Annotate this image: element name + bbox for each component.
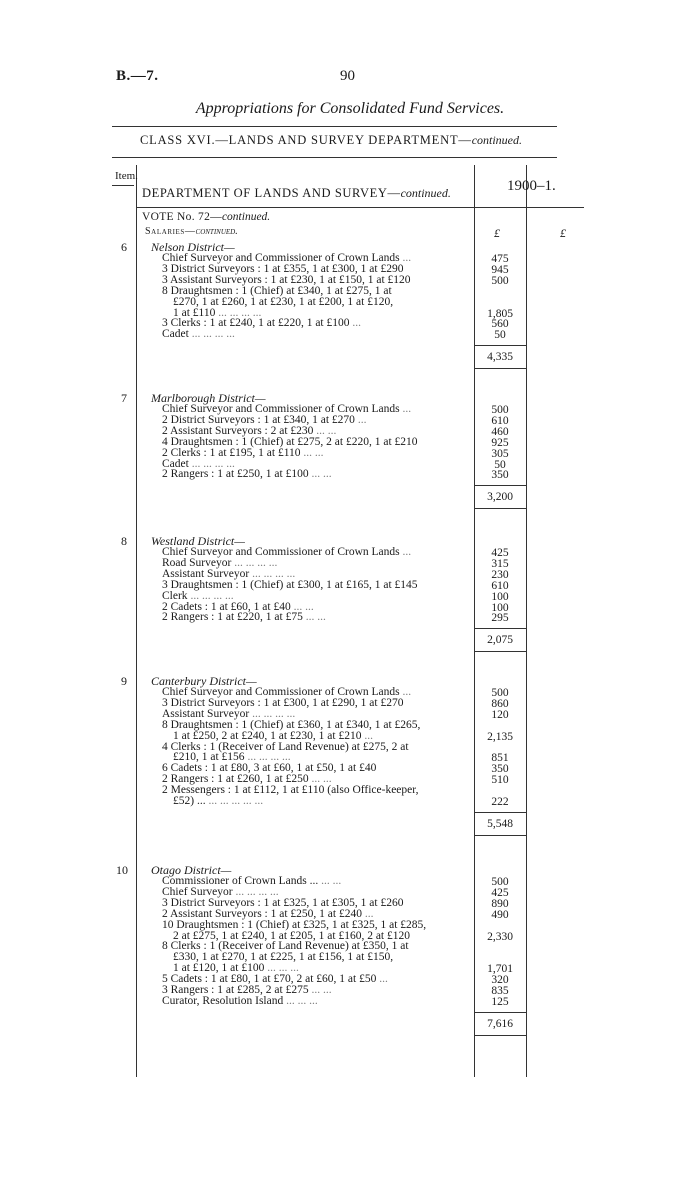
line-item-amount: 120 xyxy=(491,708,509,721)
leader-dots: ... ... ... ... xyxy=(188,328,235,341)
line-item-text: Cadet xyxy=(162,457,189,470)
line-item-text: 2 Clerks : 1 at £195, 1 at £110 xyxy=(162,446,301,459)
item-heading-rule xyxy=(112,185,134,186)
line-item-amount: 500 xyxy=(491,274,509,287)
leader-dots: ... xyxy=(399,403,412,415)
leader-dots: ... ... xyxy=(308,773,332,786)
leader-dots: ... xyxy=(361,907,374,920)
leader-dots: ... ... ... ... xyxy=(188,457,235,470)
section-total: 2,075 xyxy=(487,634,513,647)
total-rule-top xyxy=(474,628,526,629)
pound-symbol-right: £ xyxy=(560,226,566,240)
line-item-amount: 610 xyxy=(491,414,509,427)
line-item-amount: 500 xyxy=(491,404,509,416)
total-rule-top xyxy=(474,485,526,486)
line-item-amount: 222 xyxy=(491,796,509,808)
leader-dots: ... ... ... xyxy=(264,962,299,975)
district-heading: Westland District— xyxy=(151,534,245,548)
line-item-text: 3 District Surveyors : 1 at £355, 1 at £300, 1 at £290 xyxy=(162,262,404,275)
line-item-text: 10 Draughtsmen : 1 (Chief) at £325, 1 at £325, 1 at £285, xyxy=(162,918,427,931)
line-item-text: 2 Rangers : 1 at £220, 1 at £75 xyxy=(162,611,303,624)
line-item-amount: 2,330 xyxy=(487,930,513,943)
leader-dots: ... ... xyxy=(302,611,326,624)
section-total: 7,616 xyxy=(487,1017,513,1030)
line-item xyxy=(173,796,263,807)
line-item xyxy=(162,329,235,340)
leader-dots: ... ... ... ... ... xyxy=(205,795,264,807)
line-item-text: £270, 1 at £260, 1 at £230, 1 at £200, 1 at £120, xyxy=(173,295,394,308)
line-item-text: Assistant Surveyor xyxy=(162,567,250,580)
line-item-amount: 100 xyxy=(491,601,509,614)
line-item xyxy=(162,469,332,480)
leader-dots: ... ... ... ... xyxy=(231,556,278,569)
line-item-text: Chief Surveyor xyxy=(162,885,233,898)
section-total: 4,335 xyxy=(487,351,513,364)
total-rule-bottom xyxy=(474,368,526,369)
section-total: 3,200 xyxy=(487,491,513,504)
line-item-text: Road Surveyor xyxy=(162,556,232,569)
section-total: 5,548 xyxy=(487,817,513,830)
line-item-amount: 560 xyxy=(491,318,509,331)
line-item-text: 6 Cadets : 1 at £80, 3 at £60, 1 at £50, 1 at £40 xyxy=(162,762,377,775)
line-item-text: 4 Clerks : 1 (Receiver of Land Revenue) at £275, 2 at xyxy=(162,740,409,753)
line-item-amount: 315 xyxy=(491,557,509,570)
leader-dots: ... xyxy=(349,317,361,330)
department-heading: DEPARTMENT OF LANDS AND SURVEY—continued. xyxy=(142,186,451,200)
line-item-text: 2 Assistant Surveyors : 2 at £230 xyxy=(162,424,314,437)
leader-dots: ... ... ... ... xyxy=(215,306,262,319)
line-item-amount: 860 xyxy=(491,697,509,710)
line-item-amount: 350 xyxy=(491,763,509,776)
line-item-text: Assistant Surveyor xyxy=(162,707,250,720)
pound-symbol-left: £ xyxy=(494,226,500,240)
leader-dots: ... ... ... ... xyxy=(232,885,279,898)
vote-heading: VOTE No. 72—continued. xyxy=(142,211,271,223)
document-reference: B.—7. xyxy=(116,68,159,84)
line-item-text: 2 District Surveyors : 1 at £340, 1 at £270 xyxy=(162,413,355,426)
district-heading: Nelson District— xyxy=(151,240,235,254)
line-item-text: Chief Surveyor and Commissioner of Crown Lands xyxy=(162,686,400,698)
total-rule-top xyxy=(474,1012,526,1013)
line-item-amount: 835 xyxy=(491,985,509,997)
leader-dots: ... xyxy=(399,252,412,264)
line-item-amount: 1,805 xyxy=(487,307,513,320)
year-heading-rule xyxy=(474,207,584,208)
line-item-text: 3 Rangers : 1 at £285, 2 at £275 xyxy=(162,984,309,996)
line-item-amount: 230 xyxy=(491,568,509,581)
line-item-text: £210, 1 at £156 xyxy=(173,751,245,764)
item-number: 10 xyxy=(116,863,128,877)
line-item-amount: 945 xyxy=(491,263,509,276)
line-item-amount: 2,135 xyxy=(487,730,513,743)
leader-dots: ... ... ... ... xyxy=(249,567,296,580)
amount-column-divider-right xyxy=(526,165,527,1077)
leader-dots: ... ... ... ... xyxy=(249,707,296,720)
line-item-amount: 1,701 xyxy=(487,963,513,976)
leader-dots: ... ... ... ... xyxy=(244,751,291,764)
line-item-text: 3 District Surveyors : 1 at £300, 1 at £290, 1 at £270 xyxy=(162,696,404,709)
leader-dots: ... ... xyxy=(300,446,324,459)
class-heading: CLASS XVI.—LANDS AND SURVEY DEPARTMENT—continued. xyxy=(140,133,523,147)
line-item-text: 4 Draughtsmen : 1 (Chief) at £275, 2 at £220, 1 at £210 xyxy=(162,435,418,448)
leader-dots: ... ... xyxy=(313,424,337,437)
line-item-text: 2 Cadets : 1 at £60, 1 at £40 xyxy=(162,600,291,613)
leader-dots: ... ... xyxy=(308,984,332,996)
item-number: 6 xyxy=(121,240,127,254)
line-item-amount: 305 xyxy=(491,447,509,460)
line-item-text: Chief Surveyor and Commissioner of Crown Lands xyxy=(162,546,400,558)
line-item-amount: 510 xyxy=(491,774,509,787)
line-item xyxy=(162,996,318,1007)
line-item-amount: 50 xyxy=(494,458,506,471)
total-rule-bottom xyxy=(474,508,526,509)
total-rule-bottom xyxy=(474,835,526,836)
leader-dots: ... ... xyxy=(318,875,342,887)
line-item-text: 1 at £120, 1 at £100 xyxy=(173,962,265,975)
line-item-amount: 490 xyxy=(491,908,509,921)
line-item-amount: 320 xyxy=(491,974,509,987)
line-item-amount: 925 xyxy=(491,436,509,449)
leader-dots: ... ... ... xyxy=(283,994,318,1007)
line-item-text: Chief Surveyor and Commissioner of Crown Lands xyxy=(162,252,400,264)
line-item-text: 2 Rangers : 1 at £250, 1 at £100 xyxy=(162,468,309,481)
line-item-text: Cadet xyxy=(162,328,189,341)
page-number: 90 xyxy=(340,68,355,84)
line-item-amount: 851 xyxy=(491,752,509,765)
item-number: 8 xyxy=(121,534,127,548)
leader-dots: ... xyxy=(361,729,373,742)
line-item-text: 5 Cadets : 1 at £80, 1 at £70, 2 at £60, 1 at £50 xyxy=(162,973,377,986)
item-number: 9 xyxy=(121,674,127,688)
leader-dots: ... xyxy=(399,546,412,558)
amount-column-divider-left xyxy=(474,165,475,1077)
line-item-text: 2 Messengers : 1 at £112, 1 at £110 (also Office-keeper, xyxy=(162,784,419,797)
salaries-heading: Salaries—continued. xyxy=(145,226,238,237)
line-item-text: Curator, Resolution Island xyxy=(162,994,284,1007)
line-item-text: 3 Clerks : 1 at £240, 1 at £220, 1 at £100 xyxy=(162,317,350,330)
line-item xyxy=(162,612,326,623)
line-item-amount: 425 xyxy=(491,886,509,899)
line-item-text: 1 at £110 xyxy=(173,306,216,319)
line-item-text: 8 Draughtsmen : 1 (Chief) at £340, 1 at £275, 1 at xyxy=(162,284,392,297)
line-item-amount: 500 xyxy=(491,876,509,888)
header-rule xyxy=(112,157,557,158)
line-item-amount: 350 xyxy=(491,469,509,482)
top-rule xyxy=(112,126,557,127)
line-item-amount: 890 xyxy=(491,897,509,910)
line-item-amount: 425 xyxy=(491,547,509,559)
line-item-amount: 500 xyxy=(491,687,509,699)
line-item-amount: 100 xyxy=(491,590,509,603)
line-item-text: 2 Assistant Surveyors : 1 at £250, 1 at £240 xyxy=(162,907,362,920)
line-item-text: 3 Assistant Surveyors : 1 at £230, 1 at £150, 1 at £120 xyxy=(162,273,411,286)
line-item-text: Clerk xyxy=(162,589,188,602)
leader-dots: ... xyxy=(399,686,412,698)
line-item-amount: 295 xyxy=(491,612,509,625)
dept-heading-rule xyxy=(137,207,474,208)
total-rule-bottom xyxy=(474,651,526,652)
page-title: Appropriations for Consolidated Fund Services. xyxy=(195,100,505,117)
item-column-divider xyxy=(136,165,137,1077)
district-heading: Otago District— xyxy=(151,863,232,877)
leader-dots: ... ... xyxy=(290,600,314,613)
district-heading: Marlborough District— xyxy=(151,391,266,405)
line-item-amount: 460 xyxy=(491,425,509,438)
line-item-amount: 475 xyxy=(491,253,509,265)
leader-dots: ... xyxy=(354,413,367,426)
line-item-amount: 125 xyxy=(491,995,509,1008)
line-item-text: 3 District Surveyors : 1 at £325, 1 at £305, 1 at £260 xyxy=(162,896,404,909)
item-number: 7 xyxy=(121,391,127,405)
total-rule-top xyxy=(474,345,526,346)
line-item-amount: 50 xyxy=(494,329,506,342)
line-item-text: 2 Rangers : 1 at £260, 1 at £250 xyxy=(162,773,309,786)
line-item-text: Chief Surveyor and Commissioner of Crown Lands xyxy=(162,403,400,415)
leader-dots: ... ... ... ... xyxy=(187,589,234,602)
total-rule-bottom xyxy=(474,1035,526,1036)
line-item-text: £52) ... xyxy=(173,795,206,807)
leader-dots: ... ... xyxy=(308,468,332,481)
line-item-text: 8 Draughtsmen : 1 (Chief) at £360, 1 at £340, 1 at £265, xyxy=(162,718,421,731)
line-item-text: Commissioner of Crown Lands ... xyxy=(162,875,319,887)
leader-dots: ... xyxy=(376,973,388,986)
line-item-text: 8 Clerks : 1 (Receiver of Land Revenue) at £350, 1 at xyxy=(162,940,409,953)
total-rule-top xyxy=(474,812,526,813)
line-item-text: 2 at £275, 1 at £240, 1 at £205, 1 at £160, 2 at £120 xyxy=(173,929,410,942)
line-item-text: 1 at £250, 2 at £240, 1 at £230, 1 at £210 xyxy=(173,729,362,742)
line-item-text: 3 Draughtsmen : 1 (Chief) at £300, 1 at £165, 1 at £145 xyxy=(162,578,418,591)
line-item-text: £330, 1 at £270, 1 at £225, 1 at £156, 1 at £150, xyxy=(173,951,394,964)
item-column-header: Item. xyxy=(115,170,138,182)
line-item-amount: 610 xyxy=(491,579,509,592)
district-heading: Canterbury District— xyxy=(151,674,257,688)
year-column-header: 1900–1. xyxy=(507,178,556,194)
